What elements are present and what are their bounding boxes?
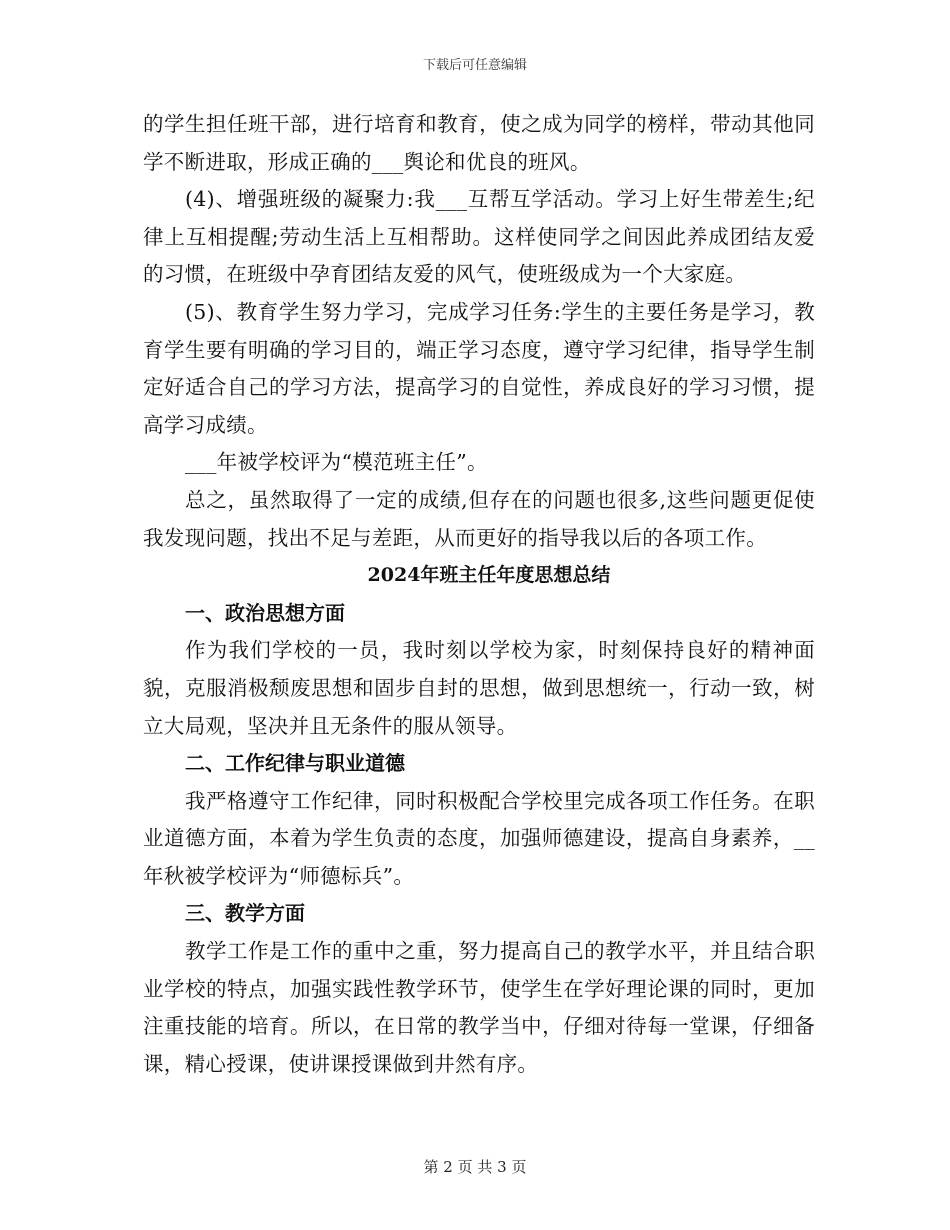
page-footer: 第 2 页 共 3 页 [423, 1158, 527, 1176]
paragraph-award: ___年被学校评为“模范班主任”。 [185, 450, 488, 475]
paragraph-continuation: 的学生担任班干部，进行培育和教育，使之成为同学的榜样，带动其他同学不断进取，形成正确的___舆论和优良的班风。 [143, 112, 815, 174]
paragraph-item-5: (5)、教育学生努力学习，完成学习任务:学生的主要任务是学习，教育学生要有明确的学习目的，端正学习态度，遵守学习纪律，指导学生制定好适合自己的学习方法，提高学习的自觉性，养成良好的学习习惯，提高学习成绩。 [143, 299, 815, 437]
document-title: 2024年班主任年度思想总结 [367, 564, 611, 587]
page-header: 下载后可任意编辑 [422, 58, 527, 73]
section-body-discipline: 我严格遵守工作纪律，同时积极配合学校里完成各项工作任务。在职业道德方面，本着为学生负责的态度，加强师德建设，提高自身素养，__年秋被学校评为“师德标兵”。 [143, 788, 815, 888]
section-heading-politics: 一、政治思想方面 [185, 600, 345, 625]
paragraph-item-4: (4)、增强班级的凝聚力:我___互帮互学活动。学习上好生带差生;纪律上互相提醒;劳动生活上互相帮助。这样使同学之间因此养成团结友爱的习惯，在班级中孕育团结友爱的风气，使班级成为一个大家庭。 [143, 187, 815, 287]
section-heading-teaching: 三、教学方面 [185, 901, 305, 926]
document-body [143, 106, 815, 1083]
section-heading-discipline: 二、工作纪律与职业道德 [185, 751, 405, 776]
section-body-politics: 作为我们学校的一员，我时刻以学校为家，时刻保持良好的精神面貌，克服消极颓废思想和固步自封的思想，做到思想统一，行动一致，树立大局观，坚决并且无条件的服从领导。 [143, 638, 815, 738]
paragraph-conclusion: 总之，虽然取得了一定的成绩,但存在的问题也很多,这些问题更促使我发现问题，找出不足与差距，从而更好的指导我以后的各项工作。 [143, 487, 815, 550]
section-body-teaching: 教学工作是工作的重中之重，努力提高自己的教学水平，并且结合职业学校的特点，加强实践性教学环节，使学生在学好理论课的同时，更加注重技能的培育。所以，在日常的教学当中，仔细对待每一堂课，仔细备课，精心授课，使讲课授课做到井然有序。 [143, 939, 815, 1076]
